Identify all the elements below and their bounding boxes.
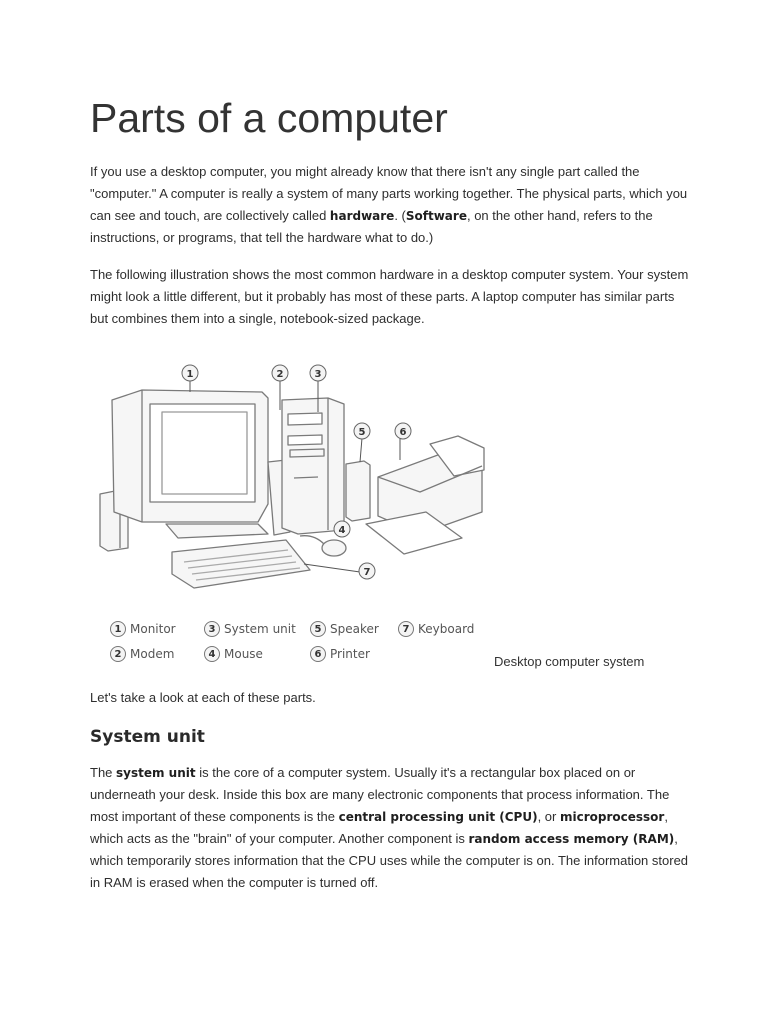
mouse-icon xyxy=(300,536,346,556)
svg-text:5: 5 xyxy=(358,427,366,438)
term-hardware: hardware xyxy=(329,209,395,223)
body-text: , which acts as the "brain" of your computer. Another component is xyxy=(90,809,668,846)
legend-label: Modem xyxy=(130,647,175,661)
callout-3 xyxy=(309,364,327,382)
legend-item-system-unit xyxy=(204,620,296,638)
figure-caption: Desktop computer system xyxy=(494,654,645,669)
callout-2 xyxy=(271,364,289,382)
svg-text:7: 7 xyxy=(363,567,371,578)
legend-label: Monitor xyxy=(130,622,176,636)
body-text: is the core of a computer system. Usually it's a rectangular box placed on or underneath your desk. Inside this box are many electronic components that process information. The most important of these components is the xyxy=(90,765,670,824)
printer-icon xyxy=(366,436,484,554)
computer-illustration xyxy=(90,352,690,682)
legend-number: 2 xyxy=(110,646,126,662)
body-text: , which temporarily stores information that the CPU uses while the computer is on. The information stored in RAM is erased when the computer is turned off. xyxy=(90,831,689,890)
system-unit-icon xyxy=(282,398,344,534)
legend-number: 6 xyxy=(310,646,326,662)
callout-5 xyxy=(353,422,371,440)
term-ram: random access memory (RAM) xyxy=(468,832,675,846)
term-cpu: central processing unit (CPU) xyxy=(338,810,538,824)
legend-label: System unit xyxy=(224,622,296,636)
legend-item-printer xyxy=(310,645,370,663)
intro-text: , on the other hand, refers to the instructions, or programs, that tell the hardware what to do.) xyxy=(90,208,653,245)
svg-text:4: 4 xyxy=(338,525,346,536)
legend-label: Mouse xyxy=(224,647,263,661)
legend-item-modem xyxy=(110,645,174,663)
body-text: , or xyxy=(537,809,560,824)
intro-text: . ( xyxy=(394,208,406,223)
legend-number: 3 xyxy=(204,621,220,637)
callout-7 xyxy=(358,562,376,580)
legend-number: 1 xyxy=(110,621,126,637)
svg-text:3: 3 xyxy=(314,369,322,380)
desktop-computer-figure xyxy=(90,352,690,682)
term-microprocessor: microprocessor xyxy=(559,810,665,824)
legend-label: Keyboard xyxy=(418,622,475,636)
legend-label: Printer xyxy=(330,647,370,661)
body-text: The xyxy=(90,765,117,780)
legend-label: Speaker xyxy=(330,622,379,636)
monitor-icon xyxy=(112,390,268,538)
keyboard-icon xyxy=(172,540,310,588)
illustration-paragraph: The following illustration shows the most common hardware in a desktop computer system. Your system might look a little different, but it probably has most of these parts. A laptop computer has similar parts but combines them into a single, notebook-sized package. xyxy=(90,267,689,326)
intro-paragraph xyxy=(90,161,690,249)
term-system-unit: system unit xyxy=(116,766,196,780)
svg-text:1: 1 xyxy=(186,369,194,380)
callout-6 xyxy=(394,422,412,440)
svg-text:6: 6 xyxy=(399,427,407,438)
intro-text: If you use a desktop computer, you might already know that there isn't any single part called the "computer." A computer is really a system of many parts working together. The physical parts, which you can see and touch, are collectively called xyxy=(90,164,688,223)
svg-text:2: 2 xyxy=(276,369,284,380)
legend-number: 5 xyxy=(310,621,326,637)
callout-1 xyxy=(181,364,199,382)
legend-item-speaker xyxy=(310,620,379,638)
legend-number: 7 xyxy=(398,621,414,637)
term-software: Software xyxy=(405,209,467,223)
lead-in-paragraph: Let's take a look at each of these parts. xyxy=(90,690,316,705)
legend-item-monitor xyxy=(110,620,176,638)
system-unit-paragraph xyxy=(90,762,690,894)
legend-number: 4 xyxy=(204,646,220,662)
section-heading-system-unit: System unit xyxy=(90,727,205,747)
callout-4 xyxy=(333,520,351,538)
page-title: Parts of a computer xyxy=(90,95,448,141)
right-speaker-icon xyxy=(346,461,370,521)
legend-item-mouse xyxy=(204,645,263,663)
legend-item-keyboard xyxy=(398,620,474,638)
